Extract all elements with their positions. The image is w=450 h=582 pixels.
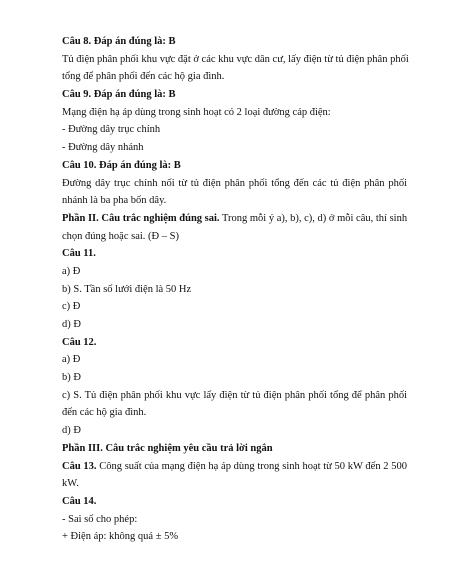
q12-answer-b: b) Đ: [62, 372, 81, 384]
q8-text-line: tổng để phân phối đến các hộ gia đình.: [62, 71, 225, 83]
part2-description: Trong mỗi ý a), b), c), d) ở mỗi câu, thí sinh: [221, 212, 408, 224]
q10-text-line: Đường dây trục chính nối từ tủ điện phân phối tổng đến các tủ điện phân phối: [62, 177, 407, 189]
q11-answer-d: d) Đ: [62, 319, 81, 330]
q10-text-line: nhánh là ba pha bốn dây.: [62, 195, 167, 207]
document-page: [62, 33, 407, 546]
q9-text-line: Mạng điện hạ áp dùng trong sinh hoạt có 2 loại đường cáp điện:: [62, 106, 331, 118]
q11-answer-b: b) S. Tần số lưới điện là 50 Hz: [62, 283, 192, 295]
q13-heading: Câu 13.: [62, 460, 97, 472]
q14-list-item: - Sai số cho phép:: [62, 513, 138, 525]
part2-title: Phần II. Câu trắc nghiệm đúng sai.: [62, 212, 220, 224]
q12-heading: Câu 12.: [62, 336, 97, 348]
q12-answer-c-continued: đến các hộ gia đình.: [62, 407, 147, 419]
q8-heading: Câu 8. Đáp án đúng là: B: [62, 36, 176, 47]
q14-list-item: + Điện áp: không quá ± 5%: [62, 531, 179, 543]
part2-description-line: chọn đúng hoặc sai. (Đ – S): [62, 230, 179, 242]
q11-answer-a: a) Đ: [62, 265, 81, 277]
q9-list-item: - Đường dây trục chính: [62, 124, 161, 136]
q12-answer-a: a) Đ: [62, 354, 81, 366]
q13-text-line: [62, 458, 407, 476]
q14-heading: Câu 14.: [62, 495, 97, 507]
q12-answer-d: d) Đ: [62, 425, 81, 437]
q9-heading: Câu 9. Đáp án đúng là: B: [62, 89, 176, 101]
part3-heading: Phần III. Câu trắc nghiệm yêu cầu trả lời ngắn: [62, 442, 273, 454]
q13-text: Công suất của mạng điện hạ áp dùng trong sinh hoạt từ 50 kW đến 2 500: [99, 460, 408, 472]
part2-heading-line: [62, 210, 407, 228]
q12-answer-c: c) S. Tủ điện phân phối khu vực lấy điện từ tủ điện phân phối tổng để phân phối: [62, 389, 407, 401]
q10-heading: Câu 10. Đáp án đúng là: B: [62, 159, 181, 171]
q13-text-line: kW.: [62, 478, 79, 490]
q9-list-item: - Đường dây nhánh: [62, 142, 144, 154]
q8-text-line: Tủ điện phân phối khu vực đặt ở các khu vực dân cư, lấy điện từ tủ điện phân phối: [62, 53, 409, 65]
q11-answer-c: c) Đ: [62, 301, 81, 313]
q11-heading: Câu 11.: [62, 248, 96, 260]
